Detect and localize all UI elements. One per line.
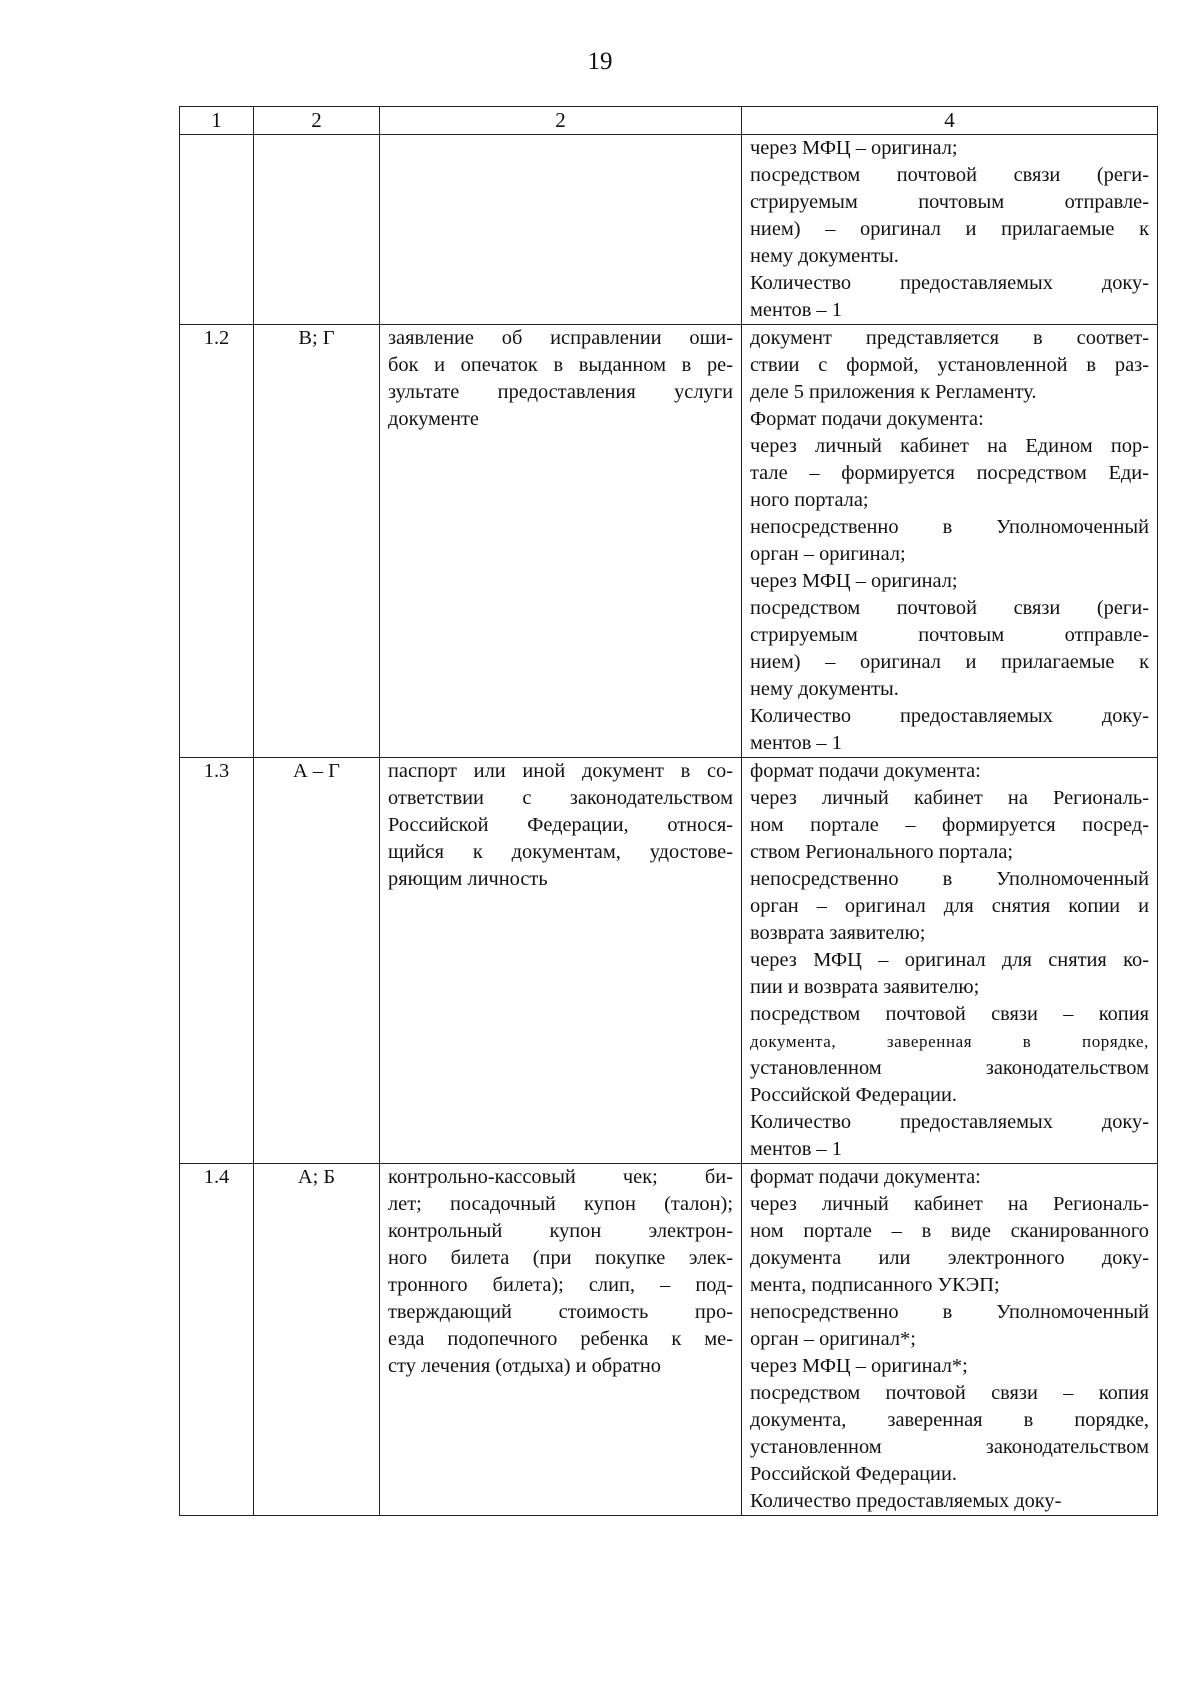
submission-details-line: ментов – 1 <box>750 732 842 754</box>
submission-details-line: через МФЦ – оригинал; <box>750 137 958 159</box>
submission-details-line: ном портале – формируется посред- <box>750 814 1149 836</box>
document-name <box>380 325 742 758</box>
table-row <box>180 758 1158 1164</box>
submission-details-line: посредством почтовой связи (реги- <box>750 597 1149 619</box>
submission-details-line: нему документы. <box>750 245 899 267</box>
submission-details-line: орган – оригинал*; <box>750 1328 916 1350</box>
row-number: 1.3 <box>180 758 254 1164</box>
row-category: А; Б <box>254 1164 380 1516</box>
submission-details-line: через МФЦ – оригинал для снятия ко- <box>750 949 1149 971</box>
submission-details-line: документа или электронного доку- <box>750 1247 1149 1269</box>
submission-details-line: через МФЦ – оригинал*; <box>750 1355 968 1377</box>
table-row <box>180 325 1158 758</box>
submission-details-line: тале – формируется посредством Еди- <box>750 462 1149 484</box>
submission-details-line: ствии с формой, установленной в раз- <box>750 354 1149 376</box>
header-cell: 2 <box>254 107 380 135</box>
submission-details-line: орган – оригинал для снятия копии и <box>750 895 1149 917</box>
submission-details-line: непосредственно в Уполномоченный <box>750 1301 1149 1323</box>
header-cell: 4 <box>742 107 1158 135</box>
document-name-line: заявление об исправлении оши- <box>388 327 733 349</box>
submission-details-line: деле 5 приложения к Регламенту. <box>750 381 1037 403</box>
document-name <box>380 135 742 325</box>
document-name-line: контрольно-кассовый чек; би- <box>388 1166 733 1188</box>
submission-details-line: посредством почтовой связи – копия <box>750 1382 1149 1404</box>
submission-details-line: Количество предоставляемых доку- <box>750 705 1149 727</box>
row-category <box>254 135 380 325</box>
submission-details-line: посредством почтовой связи – копия <box>750 1003 1149 1025</box>
submission-details-line: документа, заверенная в порядке, <box>750 1032 1149 1051</box>
document-name-line: ного билета (при покупке элек- <box>388 1247 733 1269</box>
documents-table <box>179 106 1158 1516</box>
row-number: 1.4 <box>180 1164 254 1516</box>
submission-details-line: через МФЦ – оригинал; <box>750 570 958 592</box>
table-header-row <box>180 107 1158 135</box>
document-name-line: ответствии с законодательством <box>388 787 733 809</box>
submission-details-line: нием) – оригинал и прилагаемые к <box>750 651 1149 673</box>
submission-details-line: формат подачи документа: <box>750 1166 981 1188</box>
submission-details-line: формат подачи документа: <box>750 760 981 782</box>
submission-details-line: Российской Федерации. <box>750 1084 957 1106</box>
submission-details-line: мента, подписанного УКЭП; <box>750 1274 1000 1296</box>
submission-details-line: ментов – 1 <box>750 299 842 321</box>
submission-details-line: пии и возврата заявителю; <box>750 976 980 998</box>
submission-details-line: Количество предоставляемых доку- <box>750 272 1149 294</box>
document-name-line: Российской Федерации, относя- <box>388 814 733 836</box>
submission-details <box>742 758 1158 1164</box>
submission-details-line: нием) – оригинал и прилагаемые к <box>750 218 1149 240</box>
submission-details-line: Количество предоставляемых доку- <box>750 1490 1062 1512</box>
document-name-line: езда подопечного ребенка к ме- <box>388 1328 733 1350</box>
submission-details <box>742 135 1158 325</box>
submission-details-line: документ представляется в соответ- <box>750 327 1149 349</box>
submission-details-line: через личный кабинет на Региональ- <box>750 787 1149 809</box>
submission-details-line: стрируемым почтовым отправле- <box>750 624 1149 646</box>
submission-details-line: ном портале – в виде сканированного <box>750 1220 1149 1242</box>
submission-details-line: возврата заявителю; <box>750 922 926 944</box>
submission-details-line: посредством почтовой связи (реги- <box>750 164 1149 186</box>
row-category: А – Г <box>254 758 380 1164</box>
submission-details-line: установленном законодательством <box>750 1436 1149 1458</box>
document-name-line: зультате предоставления услуги <box>388 381 733 403</box>
submission-details-line: установленном законодательством <box>750 1057 1149 1079</box>
submission-details-line: нему документы. <box>750 678 899 700</box>
row-number: 1.2 <box>180 325 254 758</box>
submission-details-line: Российской Федерации. <box>750 1463 957 1485</box>
table-row <box>180 1164 1158 1516</box>
submission-details-line: через личный кабинет на Едином пор- <box>750 435 1149 457</box>
document-name-line: тверждающий стоимость про- <box>388 1301 733 1323</box>
document-name-line: щийся к документам, удостове- <box>388 841 733 863</box>
submission-details <box>742 325 1158 758</box>
document-name <box>380 758 742 1164</box>
document-name-line: ряющим личность <box>388 868 548 890</box>
document-name-line: паспорт или иной документ в со- <box>388 760 733 782</box>
document-name-line: лет; посадочный купон (талон); <box>388 1193 733 1215</box>
submission-details <box>742 1164 1158 1516</box>
submission-details-line: документа, заверенная в порядке, <box>750 1409 1149 1431</box>
submission-details-line: Количество предоставляемых доку- <box>750 1111 1149 1133</box>
document-name-line: бок и опечаток в выданном в ре- <box>388 354 733 376</box>
submission-details-line: непосредственно в Уполномоченный <box>750 516 1149 538</box>
document-name-line: контрольный купон электрон- <box>388 1220 733 1242</box>
submission-details-line: стрируемым почтовым отправле- <box>750 191 1149 213</box>
document-name <box>380 1164 742 1516</box>
submission-details-line: ством Регионального портала; <box>750 841 1014 863</box>
document-name-line: тронного билета); слип, – под- <box>388 1274 733 1296</box>
submission-details-line: через личный кабинет на Региональ- <box>750 1193 1149 1215</box>
document-name-line: сту лечения (отдыха) и обратно <box>388 1355 661 1377</box>
submission-details-line: ментов – 1 <box>750 1138 842 1160</box>
submission-details-line: ного портала; <box>750 489 869 511</box>
header-cell: 1 <box>180 107 254 135</box>
row-number <box>180 135 254 325</box>
submission-details-line: непосредственно в Уполномоченный <box>750 868 1149 890</box>
header-cell: 2 <box>380 107 742 135</box>
table-row <box>180 135 1158 325</box>
submission-details-line: орган – оригинал; <box>750 543 906 565</box>
submission-details-line: Формат подачи документа: <box>750 408 984 430</box>
page-number: 19 <box>587 48 613 75</box>
row-category: В; Г <box>254 325 380 758</box>
document-name-line: документе <box>388 408 479 430</box>
